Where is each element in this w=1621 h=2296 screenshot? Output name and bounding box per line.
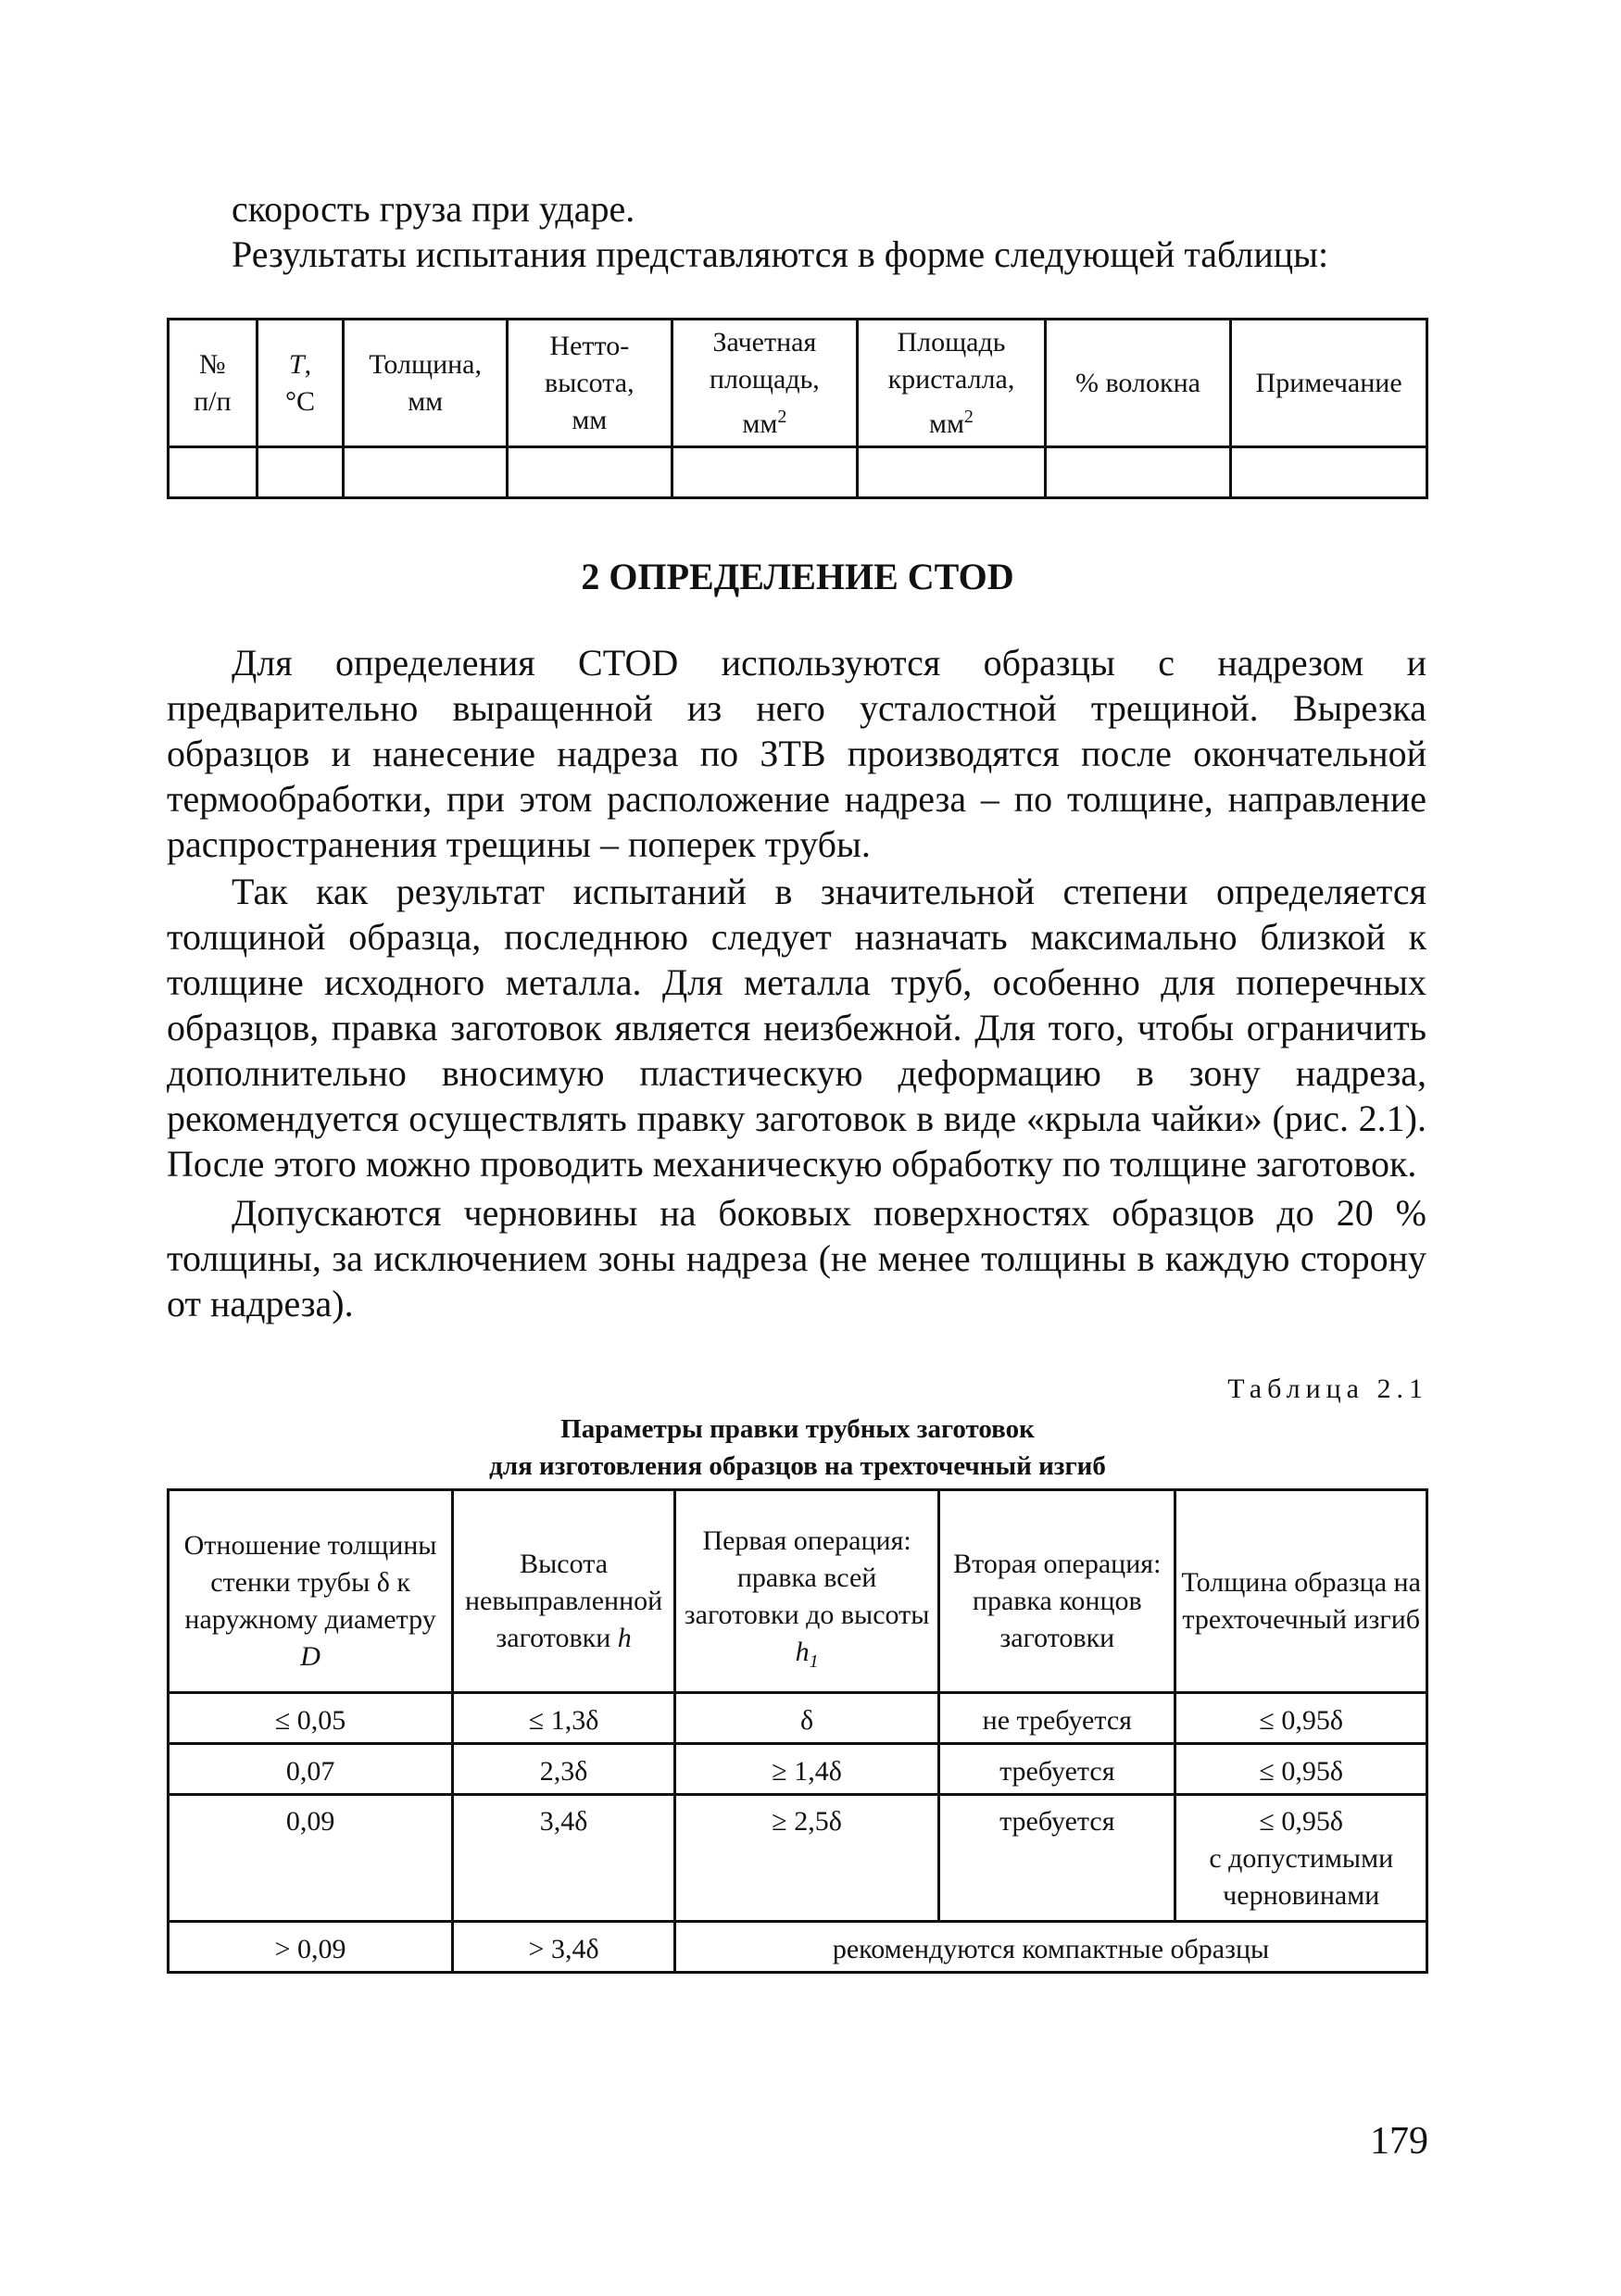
table-cell [1231,447,1427,498]
table-label: Таблица 2.1 [1227,1374,1428,1404]
cell-height: 2,3δ [453,1744,675,1795]
table-cell [257,447,344,498]
intro-line-1: скорость груза при ударе. [232,188,635,230]
table-cell [169,447,258,498]
cell-second-op: требуется [939,1795,1175,1922]
table-cell [508,447,672,498]
cell-first-op: ≥ 1,4δ [675,1744,939,1795]
results-table-header-row [169,320,1427,447]
results-table [167,318,1428,499]
table-row [169,1795,1427,1922]
paragraph-2: Так как результат испытаний в значительной степени определяется толщиной образца, последнюю следует назначать максимально близкой к толщине исходного металла. Для металла труб, особенно для поперечных образцов, правка заготовок является неизбежной. Для того, чтобы ограничить дополнительно вносимую пластическую деформацию в зону надреза, рекомендуется осуществлять правку заготовок в виде «крыла чайки» (рис. 2.1). После этого можно проводить механическую обработку по толщине заготовок. [167,871,1426,1185]
table-cell [1045,447,1230,498]
paragraph-3: Допускаются черновины на боковых поверхностях образцов до 20 % толщины, за исключением зоны надреза (не менее толщины в каждую сторону от надреза). [167,1192,1426,1324]
cell-ratio: 0,09 [169,1795,453,1922]
table-row [169,1693,1427,1744]
cell-first-op: δ [675,1693,939,1744]
cell-ratio: ≤ 0,05 [169,1693,453,1744]
header-first-operation: Первая операция: правка всей заготовки до высоты $h_1$ [675,1490,939,1693]
header-unstraightened-height: Высота невыправленной заготовки h [453,1490,675,1693]
intro-line-2: Результаты испытания представляются в форме следующей таблицы: [232,233,1329,275]
cell-second-op: требуется [939,1744,1175,1795]
header-specimen-thickness: Толщина образца на трехточечный изгиб [1175,1490,1427,1693]
cell-ratio: > 0,09 [169,1922,453,1973]
section-title: 2 ОПРЕДЕЛЕНИЕ CTOD [581,556,1014,597]
header-test-area: Зачетная площадь, $мм^2$ [672,320,858,447]
table-title-line-1: Параметры правки трубных заготовок [560,1414,1035,1444]
header-ratio: Отношение толщины стенки трубы δ к наружному диаметру D [169,1490,453,1693]
header-second-operation: Вторая операция: правка концов заготовки [939,1490,1175,1693]
cell-height: ≤ 1,3δ [453,1693,675,1744]
header-crystal-area: Площадь кристалла, $мм^2$ [858,320,1046,447]
table-title-line-2: для изготовления образцов на трехточечный изгиб [489,1451,1106,1481]
header-note: Примечание [1231,320,1427,447]
cell-ratio: 0,07 [169,1744,453,1795]
table-cell [344,447,508,498]
cell-first-op: ≥ 2,5δ [675,1795,939,1922]
params-table-header-row [169,1490,1427,1693]
table-row [169,1922,1427,1973]
header-number: № п/п [169,320,258,447]
cell-thickness: ≤ 0,95δ [1175,1744,1427,1795]
header-fiber: % волокна [1045,320,1230,447]
cell-thickness: ≤ 0,95δ с допустимыми черновинами [1175,1795,1427,1922]
paragraph-1: Для определения CTOD используются образцы с надрезом и предварительно выращенной из него усталостной трещиной. Вырезка образцов и нанесение надреза по ЗТВ производятся после окончательной термообработки, при этом расположение надреза – по толщине, направление распространения трещины – поперек трубы. [167,642,1426,865]
cell-height: > 3,4δ [453,1922,675,1973]
cell-thickness: ≤ 0,95δ [1175,1693,1427,1744]
table-cell [858,447,1046,498]
page-number: 179 [1370,2120,1428,2163]
results-table-empty-row [169,447,1427,498]
header-temperature: T, °C [257,320,344,447]
cell-second-op: не требуется [939,1693,1175,1744]
header-thickness: Толщина, мм [344,320,508,447]
table-cell [672,447,858,498]
params-table [167,1488,1428,1974]
table-row [169,1744,1427,1795]
cell-merged-note: рекомендуются компактные образцы [675,1922,1427,1973]
table-title [167,1411,1428,1485]
cell-height: 3,4δ [453,1795,675,1922]
header-net-height: Нетто- высота, мм [508,320,672,447]
